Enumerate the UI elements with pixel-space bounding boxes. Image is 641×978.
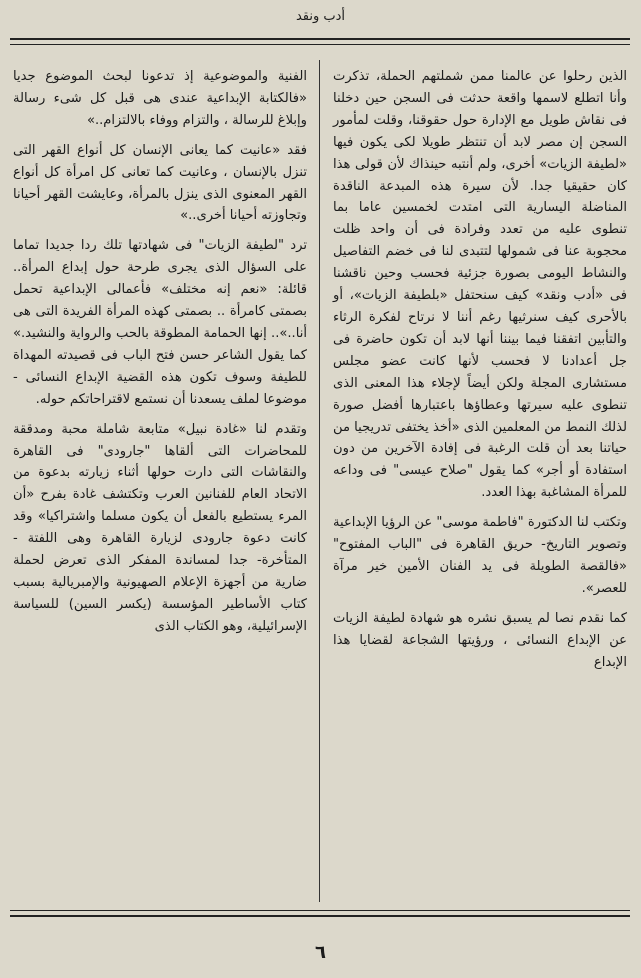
header-rule [10,38,630,45]
paragraph: فقد «عانيت كما يعانى الإنسان كل أنواع القهر التى تنزل بالإنسان ، وعانيت كما تعانى كل امرأة كل أنواع القهر المعنوى الذى ينزل بالمرأة، وعايشت القهر أحيانا وتجاوزته أحيانا أخرى..» [13,142,307,224]
paragraph: وتقدم لنا «غادة نبيل» متابعة شاملة محبة ومدققة للمحاضرات التى ألقاها "جارودى" فى القاهرة والنقاشات التى دارت حولها أثناء زيارته بدعوة من الاتحاد العام للفنانين العرب وتكتشف غادة بفرح «أن المرء يستطيع بالفعل أن يكون مسلما واشتراكيا» وقد كانت دعوة جارودى لزيارة القاهرة وهى اللفتة - المتأخرة- جدا لمساندة المفكر الذى تعرض لحملة ضارية من أجهزة الإعلام الصهيونية والإمبريالية بسبب كتاب الأساطير المؤسسة (يكسر السين) للسياسة الإسرائيلية، وهو الكتاب الذى [13,421,307,634]
left-column [13,66,307,638]
paragraph: وتكتب لنا الدكتورة "فاطمة موسى" عن الرؤيا الإبداعية وتصوير التاريخ- حريق القاهرة فى "الباب المفتوح" «فالقصة الطويلة فى يد الفنان الأمين خير مرآة للعصر». [333,515,627,596]
page-number: ٦ [315,942,326,963]
paragraph: الفنية والموضوعية إذ تدعونا لبحث الموضوع جديا «فالكتابة الإبداعية عندى هى قبل كل شىء رسالة وإبلاغ للرسالة ، والتزام ووفاء بالالتزام..» [13,69,307,128]
footer-rule [10,910,630,917]
right-column [333,66,627,673]
paragraph: ترد "لطيفة الزيات" فى شهادتها تلك ردا جديدا تماما على السؤال الذى يجرى طرحة حول إبداع المرأة.. قائلة: «نعم إنه مختلف» فأعمالى الإبداعية تحمل بصمتى كامرأة .. بصمتى كهذه المرأة الفريدة التى هى أنا..».. إنها الحمامة المطوقة بالحب والرواية والنشيد.» كما يقول الشاعر حسن فتح الباب فى قصيدته المهداة للطيفة وسوف تكون هذه القضية الإبداع النسائى - موضوعا لملف يسعدنا أن نستمع لاقتراحاتكم حوله. [13,238,307,407]
paragraph: كما نقدم نصا لم يسبق نشره هو شهادة لطيفة الزيات عن الإبداع النسائى ، ورؤيتها الشجاعة لقضايا هذا الإبداع [333,610,627,670]
column-divider [319,60,320,902]
running-header-title: أدب ونقد [295,9,346,24]
paragraph: الذين رحلوا عن عالمنا ممن شملتهم الحملة، تذكرت وأنا اتطلع لاسمها واقعة حدثت فى السجن حين دخلنا فى نقاش طويل مع الإدارة حول حقوقنا، وقلت لمأمور السجن إن مصر لابد أن تنتظر طويلا لكى يكون فيها «لطيفة الزيات» أخرى، ولم أنتبه حينذاك لأن قولى هذا كان حقيقيا جدا. لأن سيرة هذه المبدعة الناقدة المناضلة اليسارية التى امتدت لخمسين عاما بما تنطوى عليه من تعدد وفرادة فى أن واحد ظلت محجوبة عنا فى شمولها لتتبدى لنا فى خضم التفاصيل والنشاط اليومى بصورة جزئية فحسب وحين ناقشنا فى «أدب ونقد» كيف سنحتفل «بلطيفة الزيات»، أو بالأحرى كيف سنرثيها رغم أننا لا نرتاح لفكرة الرثاء والتأبين اتفقنا فيما بيننا أنها لابد أن تكون حاضرة فى جل أعدادنا لا فحسب لأنها كانت عضو مجلس مستشارى المجلة ولكن أيضاً لإجلاء هذا المعنى الذى تنطوى عليه سيرتها وعطاؤها باعتبارها أفضل صورة لذلك النمط من المعلمين الذى «أخذ يختفى تدريجيا من حياتنا بعد أن قلت الرغبة فى إفادة الآخرين من دون استفادة أو أجر» كما يقول "صلاح عيسى" فى وداعه للمرأة المشاغبة بهذا العدد. [333,69,627,501]
